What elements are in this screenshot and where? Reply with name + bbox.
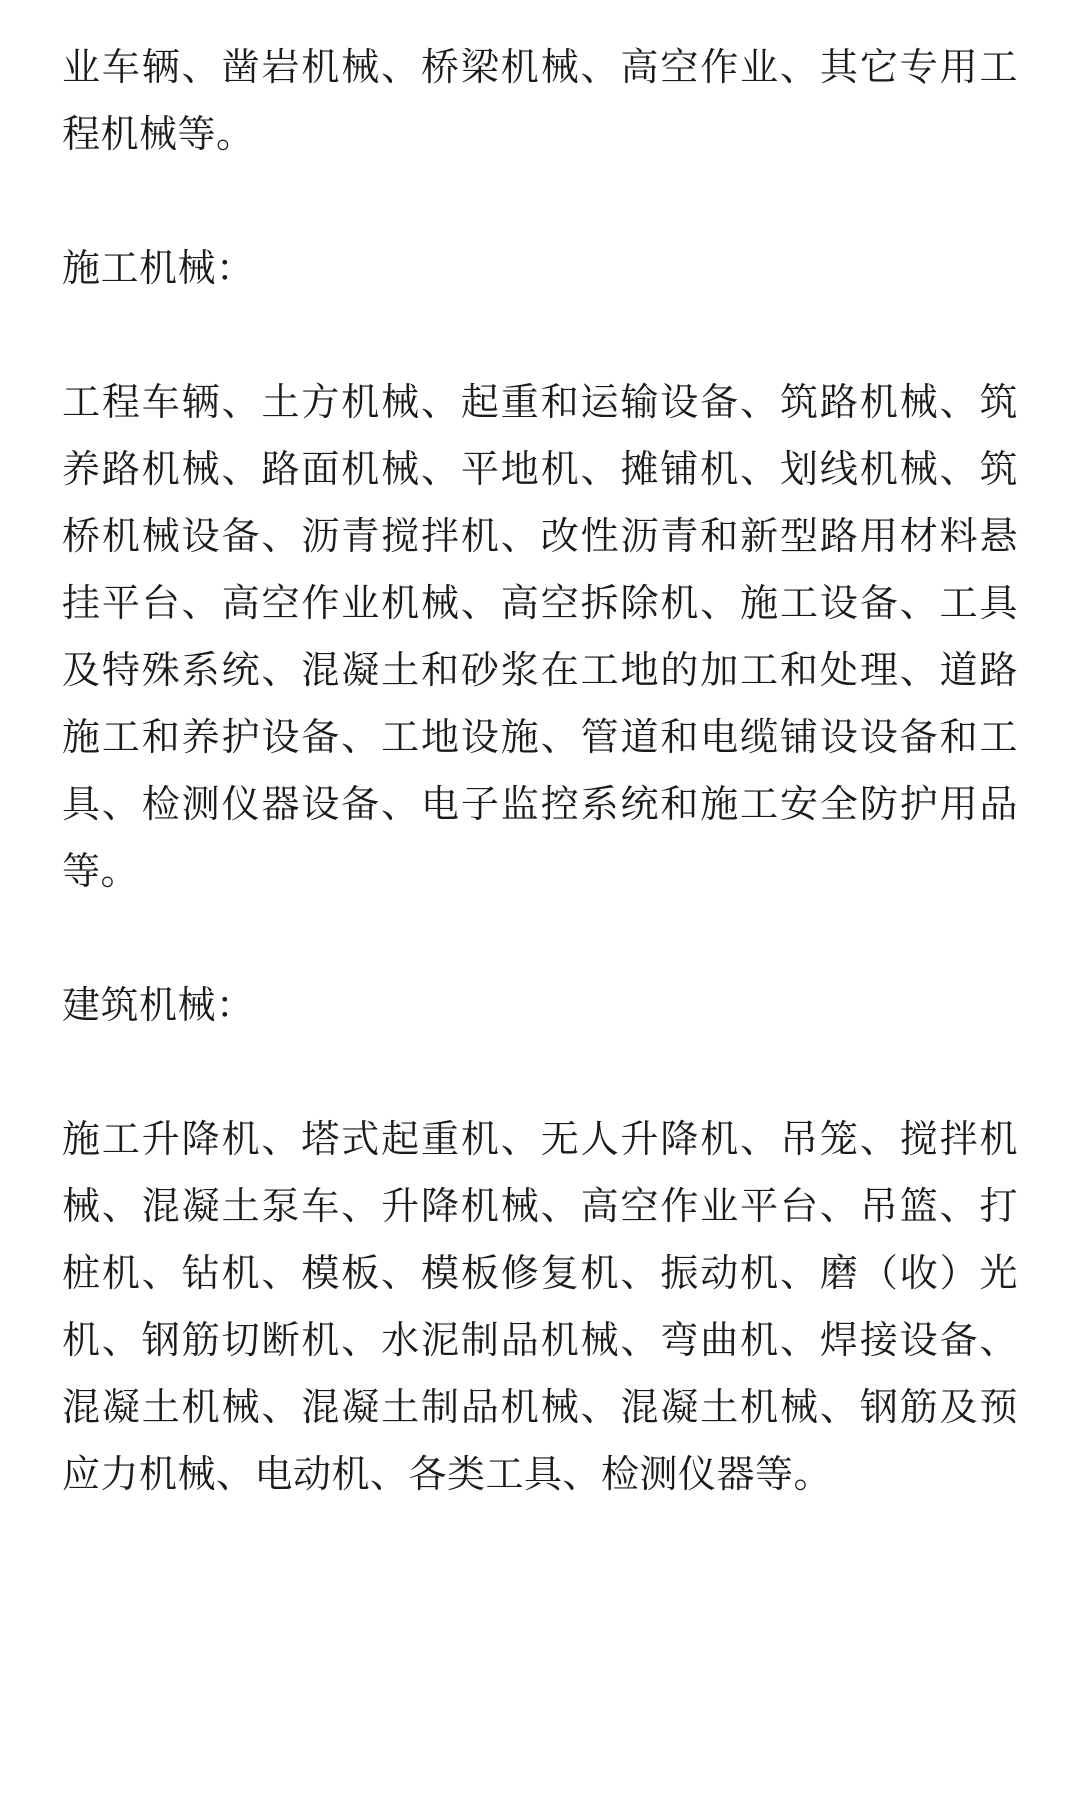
- building-machinery-heading: 建筑机械：: [62, 983, 255, 1027]
- construction-machinery-paragraph: 工程车辆、土方机械、起重和运输设备、筑路机械、筑养路机械、路面机械、平地机、摊铺机、划线机械、筑桥机械设备、沥青搅拌机、改性沥青和新型路用材料悬挂平台、高空作业机械、高空拆除机、施工设备、工具及特殊系统、混凝土和砂浆在工地的加工和处理、道路施工和养护设备、工地设施、管道和电缆铺设设备和工具、检测仪器设备、电子监控系统和施工安全防护用品等。: [62, 380, 1018, 893]
- construction-machinery-heading: 施工机械：: [62, 246, 255, 290]
- spacer: [62, 1039, 1018, 1106]
- building-machinery-paragraph: 施工升降机、塔式起重机、无人升降机、吊笼、搅拌机械、混凝土泵车、升降机械、高空作业平台、吊篮、打桩机、钻机、模板、模板修复机、振动机、磨（收）光机、钢筋切断机、水泥制品机械、弯曲机、焊接设备、混凝土机械、混凝土制品机械、混凝土机械、钢筋及预应力机械、电动机、各类工具、检测仪器等。: [62, 1117, 1018, 1496]
- spacer: [62, 168, 1018, 235]
- article-body: [62, 34, 1018, 1508]
- spacer: [62, 905, 1018, 972]
- intro-paragraph: 业车辆、凿岩机械、桥梁机械、高空作业、其它专用工程机械等。: [62, 45, 1018, 156]
- spacer: [62, 302, 1018, 369]
